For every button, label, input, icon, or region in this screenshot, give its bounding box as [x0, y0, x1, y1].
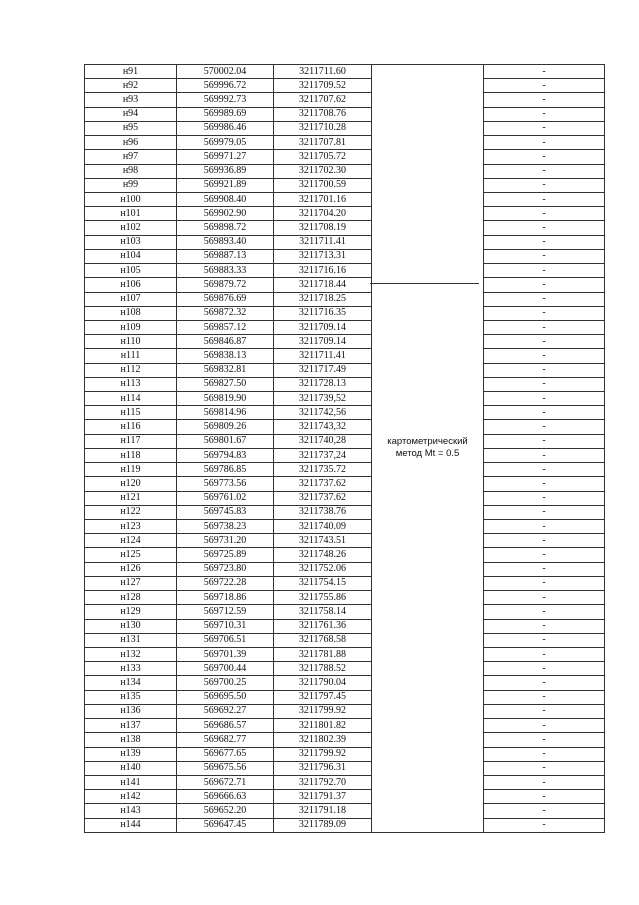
accuracy-cell: - — [484, 107, 605, 121]
table-row — [85, 761, 605, 775]
y-coordinate-cell: 3211711.41 — [274, 235, 372, 249]
point-id-cell: н93 — [85, 93, 177, 107]
accuracy-cell: - — [484, 562, 605, 576]
table-row — [85, 136, 605, 150]
y-coordinate-cell: 3211737.62 — [274, 491, 372, 505]
table-row — [85, 477, 605, 491]
accuracy-cell: - — [484, 392, 605, 406]
point-id-cell: н111 — [85, 349, 177, 363]
point-id-cell: н121 — [85, 491, 177, 505]
table-row — [85, 662, 605, 676]
y-coordinate-cell: 3211705.72 — [274, 150, 372, 164]
table-row — [85, 619, 605, 633]
x-coordinate-cell: 569773.56 — [177, 477, 274, 491]
table-row — [85, 804, 605, 818]
point-id-cell: н140 — [85, 761, 177, 775]
accuracy-cell: - — [484, 448, 605, 462]
x-coordinate-cell: 569832.81 — [177, 363, 274, 377]
table-row — [85, 534, 605, 548]
table-row — [85, 633, 605, 647]
point-id-cell: н103 — [85, 235, 177, 249]
y-coordinate-cell: 3211743,32 — [274, 420, 372, 434]
point-id-cell: н137 — [85, 719, 177, 733]
accuracy-cell: - — [484, 278, 605, 292]
x-coordinate-cell: 569722.28 — [177, 576, 274, 590]
x-coordinate-cell: 569675.56 — [177, 761, 274, 775]
accuracy-cell: - — [484, 420, 605, 434]
table-row — [85, 733, 605, 747]
table-row — [85, 349, 605, 363]
y-coordinate-cell: 3211700.59 — [274, 178, 372, 192]
y-coordinate-cell: 3211716.16 — [274, 264, 372, 278]
table-row — [85, 406, 605, 420]
accuracy-cell: - — [484, 150, 605, 164]
accuracy-cell: - — [484, 605, 605, 619]
point-id-cell: н136 — [85, 704, 177, 718]
point-id-cell: н97 — [85, 150, 177, 164]
accuracy-cell: - — [484, 377, 605, 391]
y-coordinate-cell: 3211702.30 — [274, 164, 372, 178]
accuracy-cell: - — [484, 761, 605, 775]
table-row — [85, 320, 605, 334]
x-coordinate-cell: 569872.32 — [177, 306, 274, 320]
point-id-cell: н128 — [85, 591, 177, 605]
x-coordinate-cell: 569814.96 — [177, 406, 274, 420]
point-id-cell: н98 — [85, 164, 177, 178]
accuracy-cell: - — [484, 505, 605, 519]
point-id-cell: н116 — [85, 420, 177, 434]
table-row — [85, 278, 605, 292]
y-coordinate-cell: 3211709.14 — [274, 335, 372, 349]
point-id-cell: н143 — [85, 804, 177, 818]
table-row — [85, 79, 605, 93]
accuracy-cell: - — [484, 335, 605, 349]
point-id-cell: н102 — [85, 221, 177, 235]
x-coordinate-cell: 569996.72 — [177, 79, 274, 93]
x-coordinate-cell: 569682.77 — [177, 733, 274, 747]
y-coordinate-cell: 3211792.70 — [274, 775, 372, 789]
x-coordinate-cell: 569986.46 — [177, 121, 274, 135]
x-coordinate-cell: 569700.44 — [177, 662, 274, 676]
accuracy-cell: - — [484, 733, 605, 747]
accuracy-cell: - — [484, 520, 605, 534]
table-row — [85, 775, 605, 789]
point-id-cell: н104 — [85, 249, 177, 263]
point-id-cell: н119 — [85, 463, 177, 477]
accuracy-cell: - — [484, 207, 605, 221]
x-coordinate-cell: 569971.27 — [177, 150, 274, 164]
point-id-cell: н122 — [85, 505, 177, 519]
y-coordinate-cell: 3211758.14 — [274, 605, 372, 619]
x-coordinate-cell: 569666.63 — [177, 790, 274, 804]
x-coordinate-cell: 569908.40 — [177, 192, 274, 206]
accuracy-cell: - — [484, 591, 605, 605]
x-coordinate-cell: 569706.51 — [177, 633, 274, 647]
accuracy-cell: - — [484, 320, 605, 334]
accuracy-cell: - — [484, 647, 605, 661]
y-coordinate-cell: 3211711.41 — [274, 349, 372, 363]
y-coordinate-cell: 3211791.37 — [274, 790, 372, 804]
y-coordinate-cell: 3211791.18 — [274, 804, 372, 818]
point-id-cell: н113 — [85, 377, 177, 391]
y-coordinate-cell: 3211740.09 — [274, 520, 372, 534]
table-row — [85, 249, 605, 263]
accuracy-cell: - — [484, 292, 605, 306]
point-id-cell: н132 — [85, 647, 177, 661]
y-coordinate-cell: 3211797.45 — [274, 690, 372, 704]
table-row — [85, 790, 605, 804]
table-row — [85, 164, 605, 178]
y-coordinate-cell: 3211716.35 — [274, 306, 372, 320]
table-row — [85, 463, 605, 477]
table-row — [85, 420, 605, 434]
y-coordinate-cell: 3211789.09 — [274, 818, 372, 832]
y-coordinate-cell: 3211709.52 — [274, 79, 372, 93]
accuracy-cell: - — [484, 136, 605, 150]
table-row — [85, 818, 605, 832]
x-coordinate-cell: 569879.72 — [177, 278, 274, 292]
x-coordinate-cell: 569692.27 — [177, 704, 274, 718]
x-coordinate-cell: 569936.89 — [177, 164, 274, 178]
accuracy-cell: - — [484, 633, 605, 647]
point-id-cell: н105 — [85, 264, 177, 278]
point-id-cell: н123 — [85, 520, 177, 534]
y-coordinate-cell: 3211768.58 — [274, 633, 372, 647]
table-row — [85, 562, 605, 576]
table-row — [85, 235, 605, 249]
point-id-cell: н133 — [85, 662, 177, 676]
accuracy-cell: - — [484, 264, 605, 278]
point-id-cell: н138 — [85, 733, 177, 747]
y-coordinate-cell: 3211790.04 — [274, 676, 372, 690]
point-id-cell: н134 — [85, 676, 177, 690]
table-row — [85, 264, 605, 278]
x-coordinate-cell: 569893.40 — [177, 235, 274, 249]
point-id-cell: н118 — [85, 448, 177, 462]
x-coordinate-cell: 569979.05 — [177, 136, 274, 150]
x-coordinate-cell: 569718.86 — [177, 591, 274, 605]
accuracy-cell: - — [484, 690, 605, 704]
table-row — [85, 719, 605, 733]
table-row — [85, 704, 605, 718]
x-coordinate-cell: 569883.33 — [177, 264, 274, 278]
x-coordinate-cell: 569686.57 — [177, 719, 274, 733]
table-row — [85, 576, 605, 590]
accuracy-cell: - — [484, 306, 605, 320]
accuracy-cell: - — [484, 818, 605, 832]
y-coordinate-cell: 3211738.76 — [274, 505, 372, 519]
x-coordinate-cell: 569712.59 — [177, 605, 274, 619]
y-coordinate-cell: 3211701.16 — [274, 192, 372, 206]
table-row — [85, 192, 605, 206]
point-id-cell: н107 — [85, 292, 177, 306]
y-coordinate-cell: 3211781.88 — [274, 647, 372, 661]
accuracy-cell: - — [484, 221, 605, 235]
y-coordinate-cell: 3211748.26 — [274, 548, 372, 562]
y-coordinate-cell: 3211710.28 — [274, 121, 372, 135]
y-coordinate-cell: 3211801.82 — [274, 719, 372, 733]
x-coordinate-cell: 569887.13 — [177, 249, 274, 263]
y-coordinate-cell: 3211717.49 — [274, 363, 372, 377]
y-coordinate-cell: 3211755.86 — [274, 591, 372, 605]
point-id-cell: н144 — [85, 818, 177, 832]
y-coordinate-cell: 3211709.14 — [274, 320, 372, 334]
table-row — [85, 363, 605, 377]
x-coordinate-cell: 569677.65 — [177, 747, 274, 761]
y-coordinate-cell: 3211735.72 — [274, 463, 372, 477]
y-coordinate-cell: 3211708.76 — [274, 107, 372, 121]
y-coordinate-cell: 3211708.19 — [274, 221, 372, 235]
y-coordinate-cell: 3211761.36 — [274, 619, 372, 633]
table-row — [85, 221, 605, 235]
y-coordinate-cell: 3211743.51 — [274, 534, 372, 548]
y-coordinate-cell: 3211802.39 — [274, 733, 372, 747]
x-coordinate-cell: 569902.90 — [177, 207, 274, 221]
y-coordinate-cell: 3211718.25 — [274, 292, 372, 306]
point-id-cell: н125 — [85, 548, 177, 562]
point-id-cell: н139 — [85, 747, 177, 761]
table-row — [85, 93, 605, 107]
y-coordinate-cell: 3211752.06 — [274, 562, 372, 576]
x-coordinate-cell: 569731.20 — [177, 534, 274, 548]
x-coordinate-cell: 569838.13 — [177, 349, 274, 363]
point-id-cell: н127 — [85, 576, 177, 590]
x-coordinate-cell: 569647.45 — [177, 818, 274, 832]
y-coordinate-cell: 3211711.60 — [274, 65, 372, 79]
accuracy-cell: - — [484, 178, 605, 192]
accuracy-cell: - — [484, 349, 605, 363]
table-row — [85, 605, 605, 619]
point-id-cell: н142 — [85, 790, 177, 804]
x-coordinate-cell: 569827.50 — [177, 377, 274, 391]
point-id-cell: н91 — [85, 65, 177, 79]
accuracy-cell: - — [484, 619, 605, 633]
accuracy-cell: - — [484, 235, 605, 249]
accuracy-cell: - — [484, 65, 605, 79]
point-id-cell: н117 — [85, 434, 177, 448]
x-coordinate-cell: 569723.80 — [177, 562, 274, 576]
x-coordinate-cell: 569801.67 — [177, 434, 274, 448]
y-coordinate-cell: 3211728.13 — [274, 377, 372, 391]
accuracy-cell: - — [484, 790, 605, 804]
table-row — [85, 292, 605, 306]
accuracy-cell: - — [484, 434, 605, 448]
point-id-cell: н94 — [85, 107, 177, 121]
point-id-cell: н135 — [85, 690, 177, 704]
point-id-cell: н101 — [85, 207, 177, 221]
table-row — [85, 377, 605, 391]
point-id-cell: н124 — [85, 534, 177, 548]
point-id-cell: н126 — [85, 562, 177, 576]
x-coordinate-cell: 569745.83 — [177, 505, 274, 519]
method-cell — [372, 65, 484, 833]
coordinates-table-body — [85, 65, 605, 833]
accuracy-cell: - — [484, 164, 605, 178]
x-coordinate-cell: 569989.69 — [177, 107, 274, 121]
table-row — [85, 65, 605, 79]
accuracy-cell: - — [484, 804, 605, 818]
point-id-cell: н108 — [85, 306, 177, 320]
table-row — [85, 306, 605, 320]
x-coordinate-cell: 569725.89 — [177, 548, 274, 562]
y-coordinate-cell: 3211737.62 — [274, 477, 372, 491]
accuracy-cell: - — [484, 676, 605, 690]
x-coordinate-cell: 569921.89 — [177, 178, 274, 192]
method-line-2: метод Mt = 0.5 — [395, 448, 460, 460]
point-id-cell: н114 — [85, 392, 177, 406]
table-row — [85, 591, 605, 605]
x-coordinate-cell: 569672.71 — [177, 775, 274, 789]
x-coordinate-cell: 569738.23 — [177, 520, 274, 534]
x-coordinate-cell: 569846.87 — [177, 335, 274, 349]
x-coordinate-cell: 569761.02 — [177, 491, 274, 505]
point-id-cell: н100 — [85, 192, 177, 206]
y-coordinate-cell: 3211713.31 — [274, 249, 372, 263]
point-id-cell: н106 — [85, 278, 177, 292]
accuracy-cell: - — [484, 93, 605, 107]
x-coordinate-cell: 569898.72 — [177, 221, 274, 235]
accuracy-cell: - — [484, 704, 605, 718]
table-row — [85, 690, 605, 704]
point-id-cell: н95 — [85, 121, 177, 135]
x-coordinate-cell: 569857.12 — [177, 320, 274, 334]
point-id-cell: н131 — [85, 633, 177, 647]
table-row — [85, 747, 605, 761]
table-row — [85, 491, 605, 505]
y-coordinate-cell: 3211707.62 — [274, 93, 372, 107]
method-line-1: картометрический — [387, 436, 468, 448]
accuracy-cell: - — [484, 775, 605, 789]
point-id-cell: н96 — [85, 136, 177, 150]
accuracy-cell: - — [484, 548, 605, 562]
y-coordinate-cell: 3211799.92 — [274, 704, 372, 718]
accuracy-cell: - — [484, 121, 605, 135]
table-row — [85, 107, 605, 121]
point-id-cell: н141 — [85, 775, 177, 789]
coordinates-table — [84, 64, 605, 833]
y-coordinate-cell: 3211739,52 — [274, 392, 372, 406]
accuracy-cell: - — [484, 477, 605, 491]
x-coordinate-cell: 569652.20 — [177, 804, 274, 818]
table-row — [85, 505, 605, 519]
x-coordinate-cell: 569819.90 — [177, 392, 274, 406]
y-coordinate-cell: 3211788.52 — [274, 662, 372, 676]
x-coordinate-cell: 569809.26 — [177, 420, 274, 434]
table-row — [85, 548, 605, 562]
y-coordinate-cell: 3211742,56 — [274, 406, 372, 420]
method-cell-divider — [370, 283, 479, 284]
accuracy-cell: - — [484, 662, 605, 676]
y-coordinate-cell: 3211718.44 — [274, 278, 372, 292]
accuracy-cell: - — [484, 491, 605, 505]
table-row — [85, 335, 605, 349]
accuracy-cell: - — [484, 576, 605, 590]
point-id-cell: н92 — [85, 79, 177, 93]
accuracy-cell: - — [484, 534, 605, 548]
y-coordinate-cell: 3211796.31 — [274, 761, 372, 775]
y-coordinate-cell: 3211754.15 — [274, 576, 372, 590]
x-coordinate-cell: 569695.50 — [177, 690, 274, 704]
table-row — [85, 434, 605, 448]
point-id-cell: н112 — [85, 363, 177, 377]
table-row — [85, 150, 605, 164]
accuracy-cell: - — [484, 747, 605, 761]
accuracy-cell: - — [484, 406, 605, 420]
x-coordinate-cell: 569701.39 — [177, 647, 274, 661]
accuracy-cell: - — [484, 463, 605, 477]
table-row — [85, 207, 605, 221]
table-row — [85, 647, 605, 661]
x-coordinate-cell: 569700.25 — [177, 676, 274, 690]
accuracy-cell: - — [484, 192, 605, 206]
table-row — [85, 676, 605, 690]
point-id-cell: н129 — [85, 605, 177, 619]
x-coordinate-cell: 569710.31 — [177, 619, 274, 633]
x-coordinate-cell: 569876.69 — [177, 292, 274, 306]
table-row — [85, 448, 605, 462]
y-coordinate-cell: 3211704.20 — [274, 207, 372, 221]
x-coordinate-cell: 569794.83 — [177, 448, 274, 462]
accuracy-cell: - — [484, 719, 605, 733]
x-coordinate-cell: 570002.04 — [177, 65, 274, 79]
accuracy-cell: - — [484, 363, 605, 377]
point-id-cell: н115 — [85, 406, 177, 420]
y-coordinate-cell: 3211799.92 — [274, 747, 372, 761]
table-row — [85, 520, 605, 534]
point-id-cell: н120 — [85, 477, 177, 491]
x-coordinate-cell: 569992.73 — [177, 93, 274, 107]
y-coordinate-cell: 3211740,28 — [274, 434, 372, 448]
table-row — [85, 178, 605, 192]
point-id-cell: н109 — [85, 320, 177, 334]
point-id-cell: н99 — [85, 178, 177, 192]
x-coordinate-cell: 569786.85 — [177, 463, 274, 477]
point-id-cell: н110 — [85, 335, 177, 349]
accuracy-cell: - — [484, 79, 605, 93]
table-row — [85, 121, 605, 135]
point-id-cell: н130 — [85, 619, 177, 633]
y-coordinate-cell: 3211737,24 — [274, 448, 372, 462]
accuracy-cell: - — [484, 249, 605, 263]
y-coordinate-cell: 3211707.81 — [274, 136, 372, 150]
table-row — [85, 392, 605, 406]
